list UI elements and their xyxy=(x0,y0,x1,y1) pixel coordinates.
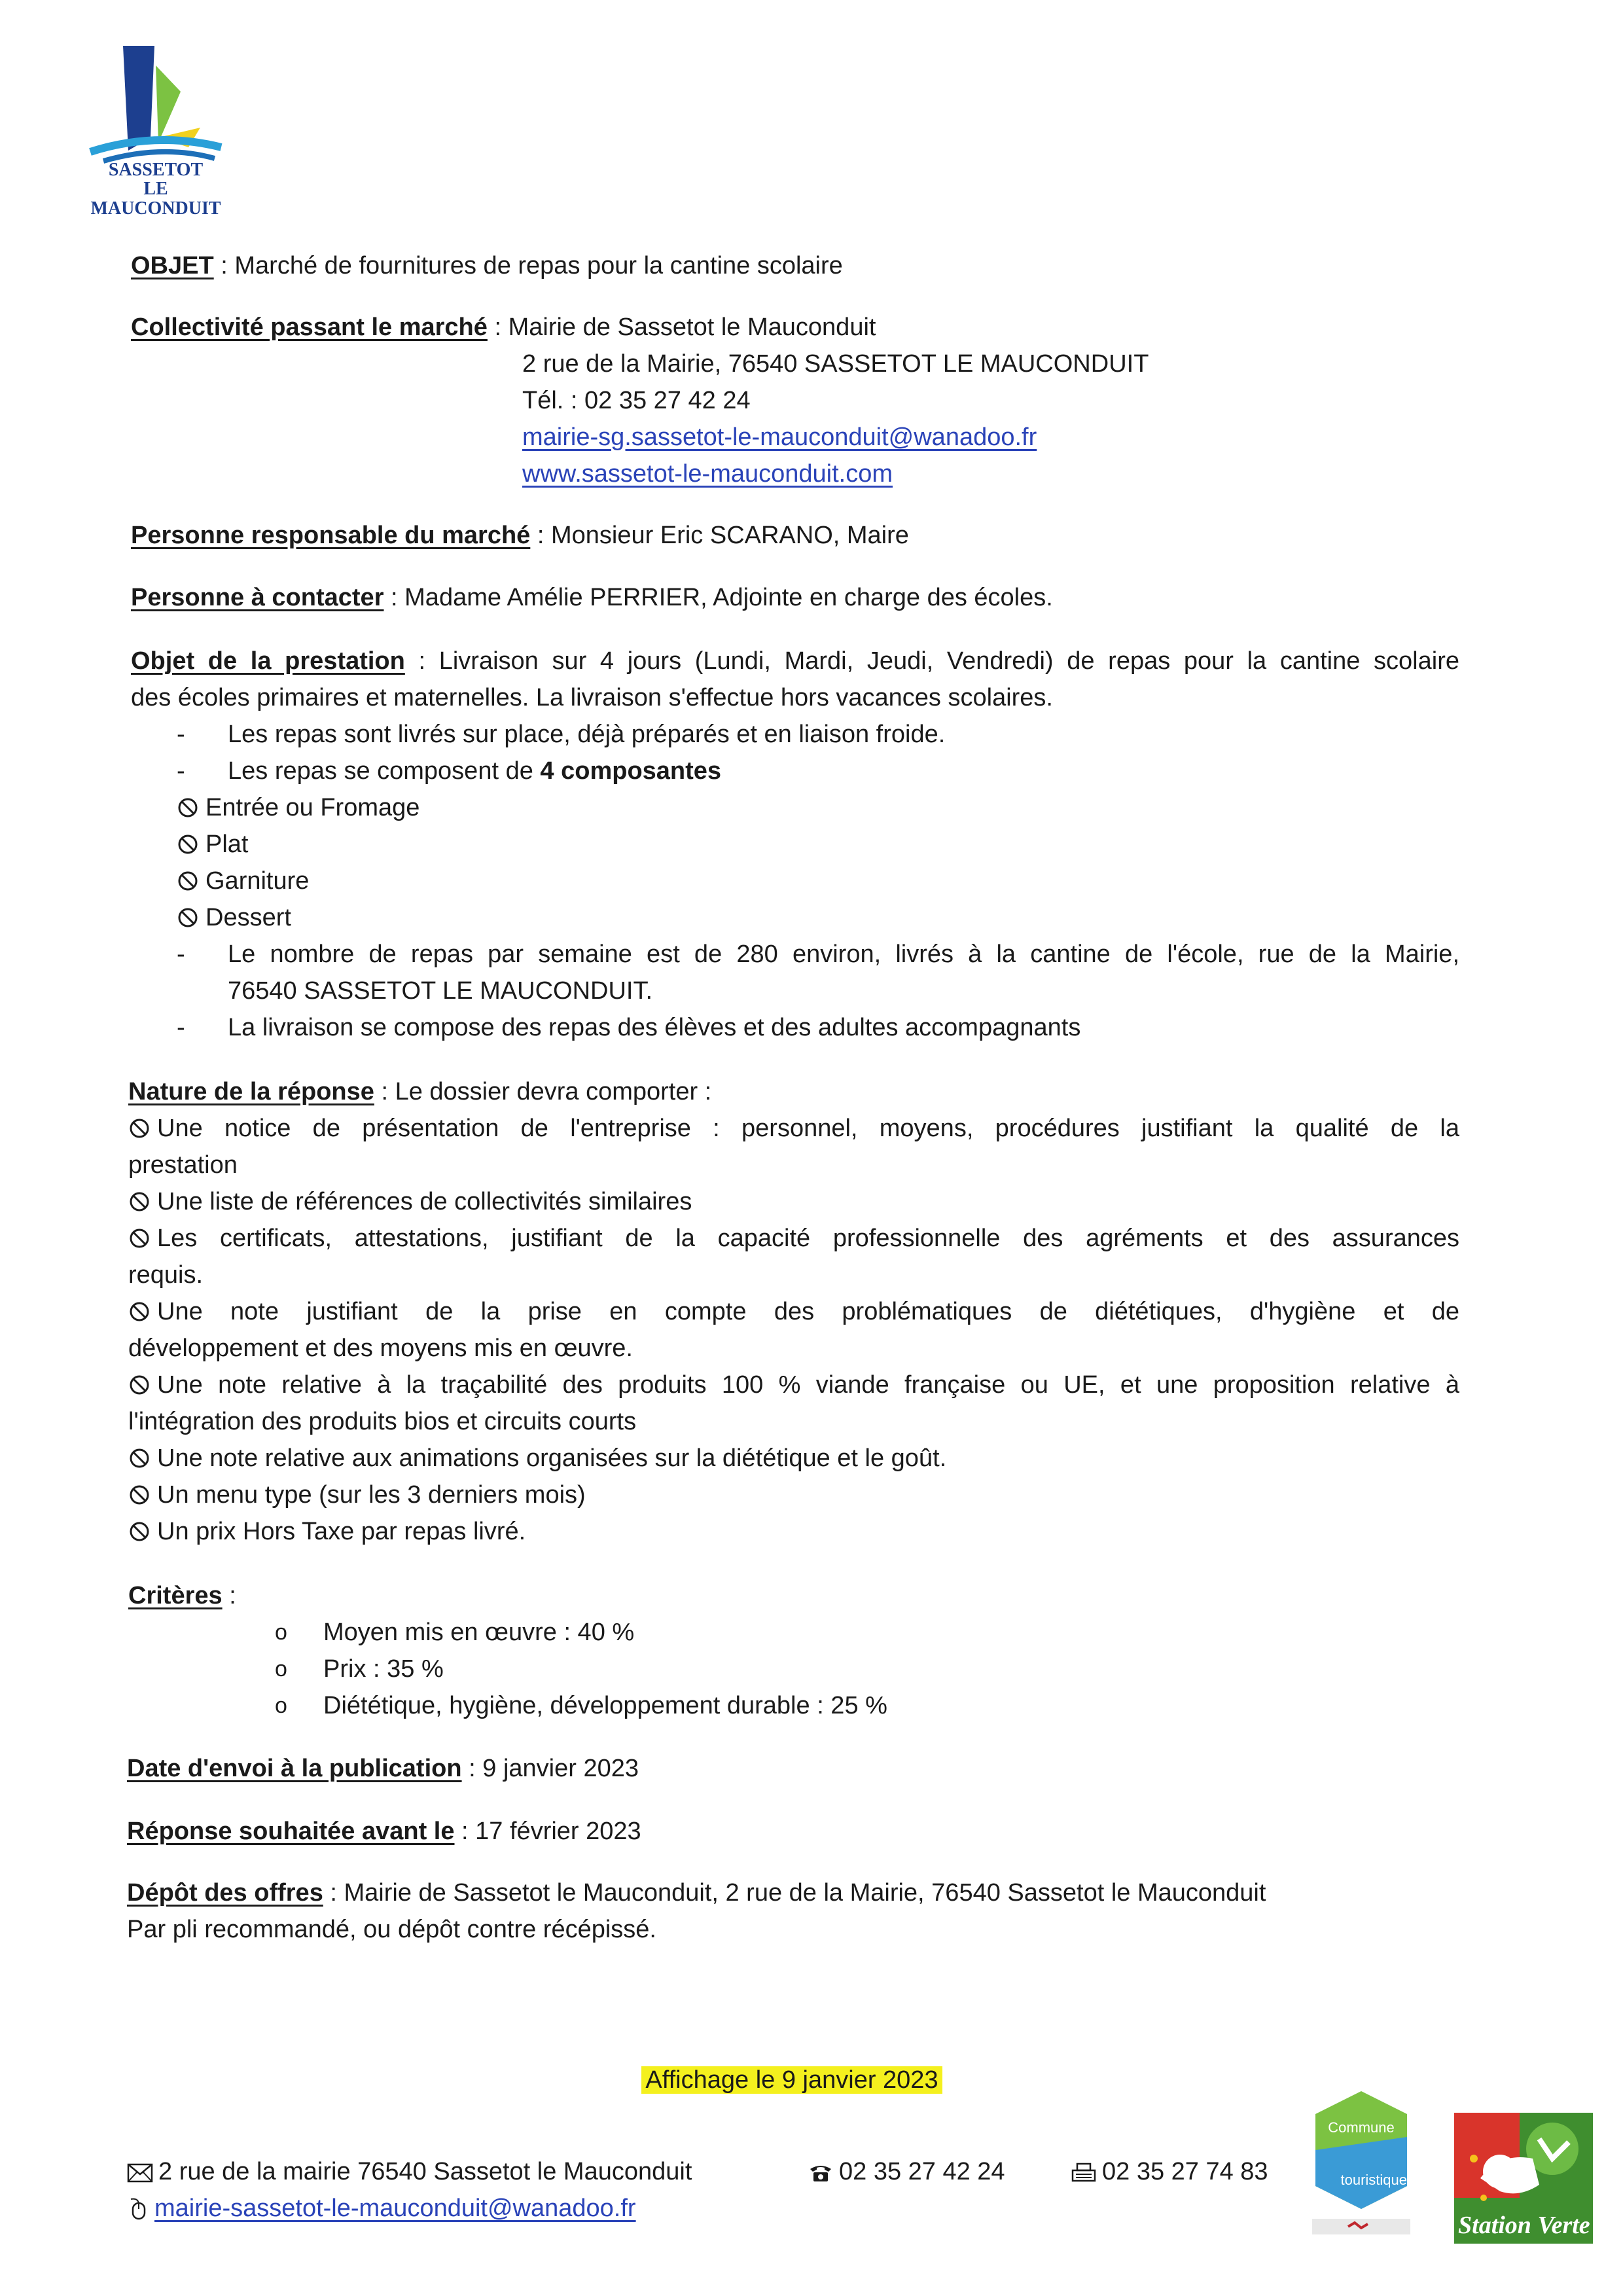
depot-label: Dépôt des offres xyxy=(127,1879,323,1907)
objet-label: OBJET xyxy=(131,252,214,279)
station-verte-text: Station Verte xyxy=(1458,2212,1590,2239)
footer-address xyxy=(127,2153,692,2190)
reponse-item-cont: l'intégration des produits bios et circuits courts xyxy=(128,1408,637,1435)
prestation-label: Objet de la prestation xyxy=(131,647,405,675)
footer-fax-text: 02 35 27 74 83 xyxy=(1102,2158,1268,2185)
criteres-item: Diététique, hygiène, développement durable : 25 % xyxy=(323,1692,887,1719)
logo-text-line2: LE MAUCONDUIT xyxy=(90,179,221,219)
criteres-bullet: o xyxy=(275,1693,287,1718)
dash-bullet: - xyxy=(177,1014,185,1041)
prestation-bullet2-bold: 4 composantes xyxy=(540,757,722,785)
contact-label: Personne à contacter xyxy=(131,584,384,611)
affichage-text: Affichage le 9 janvier 2023 xyxy=(641,2066,942,2094)
circle-slash-icon xyxy=(128,1520,151,1543)
footer-phone xyxy=(808,2153,1005,2190)
component-label: Dessert xyxy=(205,904,291,931)
reponse-item-text: Une liste de références de collectivités similaires xyxy=(157,1188,692,1215)
reponse-item-text: Une note relative aux animations organisées sur la diététique et le goût. xyxy=(157,1444,947,1472)
commune-touristique-logo-icon xyxy=(1302,2088,1420,2238)
reponse-item-text: Une note relative à la traçabilité des produits 100 % viande française ou UE, et une proposition relative à xyxy=(157,1371,1459,1399)
component-item xyxy=(177,826,248,863)
reponse-line xyxy=(128,1073,711,1110)
component-label: Entrée ou Fromage xyxy=(205,794,420,821)
criteres-item: Prix : 35 % xyxy=(323,1655,444,1683)
mouse-icon xyxy=(127,2197,149,2220)
logo-text-line1: SASSETOT xyxy=(108,160,204,180)
footer-phone-text: 02 35 27 42 24 xyxy=(839,2158,1005,2185)
criteres-item: Moyen mis en œuvre : 40 % xyxy=(323,1619,635,1646)
reponse-text: : Le dossier devra comporter : xyxy=(374,1078,712,1105)
circle-slash-icon xyxy=(128,1227,151,1249)
criteres-label: Critères xyxy=(128,1582,223,1609)
contact-text: : Madame Amélie PERRIER, Adjointe en charge des écoles. xyxy=(383,584,1053,611)
reponse-item-text: Les certificats, attestations, justifiant de la capacité professionnelle des agréments et des assurances xyxy=(157,1225,1459,1252)
reponse-item-cont: prestation xyxy=(128,1151,238,1179)
station-verte-badge xyxy=(1454,2113,1593,2244)
reponse-item-text: Un menu type (sur les 3 derniers mois) xyxy=(157,1481,586,1509)
circle-slash-icon xyxy=(128,1191,151,1213)
collectivite-tel: Tél. : 02 35 27 42 24 xyxy=(522,387,751,414)
component-item xyxy=(177,789,419,826)
dash-bullet: - xyxy=(177,941,185,968)
component-label: Plat xyxy=(205,831,249,858)
date-envoi-text: : 9 janvier 2023 xyxy=(461,1755,639,1782)
footer-fax xyxy=(1071,2153,1268,2190)
reponse-item-text: Une notice de présentation de l'entreprise : personnel, moyens, procédures justifiant la qualité de la xyxy=(157,1115,1459,1142)
prestation-line2: des écoles primaires et maternelles. La livraison s'effectue hors vacances scolaires. xyxy=(131,684,1053,711)
circle-slash-icon xyxy=(177,797,199,819)
footer-email xyxy=(127,2190,636,2227)
component-label: Garniture xyxy=(205,867,310,895)
circle-slash-icon xyxy=(128,1374,151,1396)
reponse-label: Nature de la réponse xyxy=(128,1078,374,1105)
reponse-item-text: Une note justifiant de la prise en compte des problématiques de diététiques, d'hygiène et de xyxy=(157,1298,1459,1325)
reponse-item xyxy=(128,1367,1459,1403)
date-reponse-label: Réponse souhaitée avant le xyxy=(127,1818,455,1845)
criteres-line xyxy=(128,1577,236,1614)
envelope-icon xyxy=(127,2162,153,2183)
component-item xyxy=(177,863,309,899)
collectivite-web-link[interactable]: www.sassetot-le-mauconduit.com xyxy=(522,460,893,488)
collectivite-line xyxy=(131,309,876,346)
criteres-bullet: o xyxy=(275,1620,287,1645)
collectivite-sep: : xyxy=(487,314,508,341)
reponse-item xyxy=(128,1477,586,1513)
circle-slash-icon xyxy=(128,1117,151,1139)
responsable-label: Personne responsable du marché xyxy=(131,522,531,549)
reponse-item xyxy=(128,1293,1459,1330)
prestation-bullet2-text: Les repas se composent de xyxy=(228,757,541,785)
reponse-item-cont: développement et des moyens mis en œuvre. xyxy=(128,1335,633,1362)
depot-line xyxy=(127,1874,1266,1911)
objet-text: : Marché de fournitures de repas pour la cantine scolaire xyxy=(213,252,843,279)
reponse-item-cont: requis. xyxy=(128,1261,204,1289)
collectivite-label: Collectivité passant le marché xyxy=(131,314,488,341)
date-reponse-line xyxy=(127,1813,641,1850)
contact-line xyxy=(131,579,1053,616)
prestation-bullet3-line1: Le nombre de repas par semaine est de 280 environ, livrés à la cantine de l'école, rue de la Mairie, xyxy=(228,941,1459,968)
circle-slash-icon xyxy=(177,833,199,855)
collectivite-email-link[interactable]: mairie-sg.sassetot-le-mauconduit@wanadoo.fr xyxy=(522,423,1037,451)
footer-email-link[interactable]: mairie-sassetot-le-mauconduit@wanadoo.fr xyxy=(154,2195,636,2222)
criteres-sep: : xyxy=(222,1582,236,1609)
reponse-item xyxy=(128,1183,692,1220)
reponse-item xyxy=(128,1110,1459,1147)
date-envoi-label: Date d'envoi à la publication xyxy=(127,1755,462,1782)
date-envoi-line xyxy=(127,1750,639,1787)
prestation-bullet1: Les repas sont livrés sur place, déjà préparés et en liaison froide. xyxy=(228,721,946,748)
circle-slash-icon xyxy=(128,1300,151,1323)
circle-slash-icon xyxy=(128,1447,151,1469)
collectivite-address: 2 rue de la Mairie, 76540 SASSETOT LE MAUCONDUIT xyxy=(522,350,1149,378)
responsable-line xyxy=(131,517,909,554)
criteres-bullet: o xyxy=(275,1657,287,1681)
prestation-bullet3-line2: 76540 SASSETOT LE MAUCONDUIT. xyxy=(228,977,653,1005)
commune-badge-line1: Commune xyxy=(1328,2119,1395,2136)
prestation-bullet2 xyxy=(228,753,721,789)
commune-touristique-badge xyxy=(1302,2088,1420,2238)
municipal-logo xyxy=(77,39,234,219)
responsable-text: : Monsieur Eric SCARANO, Maire xyxy=(530,522,909,549)
circle-slash-icon xyxy=(177,906,199,929)
footer-address-text: 2 rue de la mairie 76540 Sassetot le Mauconduit xyxy=(158,2158,692,2185)
reponse-item-text: Un prix Hors Taxe par repas livré. xyxy=(157,1518,526,1545)
reponse-item xyxy=(128,1220,1459,1257)
component-item xyxy=(177,899,291,936)
dash-bullet: - xyxy=(177,721,185,748)
circle-slash-icon xyxy=(128,1484,151,1506)
logo-emblem-icon xyxy=(77,39,234,164)
circle-slash-icon xyxy=(177,870,199,892)
reponse-item xyxy=(128,1440,946,1477)
objet-line xyxy=(131,247,843,284)
collectivite-name: Mairie de Sassetot le Mauconduit xyxy=(508,314,876,341)
depot-line2: Par pli recommandé, ou dépôt contre récépissé. xyxy=(127,1916,656,1943)
reponse-item xyxy=(128,1513,526,1550)
dash-bullet: - xyxy=(177,757,185,785)
prestation-line1-text: : Livraison sur 4 jours (Lundi, Mardi, Jeudi, Vendredi) de repas pour la cantine scolaire xyxy=(404,647,1459,675)
prestation-line1 xyxy=(131,643,1459,679)
date-reponse-text: : 17 février 2023 xyxy=(454,1818,641,1845)
telephone-icon xyxy=(808,2162,834,2183)
commune-badge-line2: touristique xyxy=(1340,2172,1407,2188)
fax-icon xyxy=(1071,2162,1097,2183)
depot-text: : Mairie de Sassetot le Mauconduit, 2 rue de la Mairie, 76540 Sassetot le Mauconduit xyxy=(323,1879,1266,1907)
prestation-bullet4: La livraison se compose des repas des élèves et des adultes accompagnants xyxy=(228,1014,1081,1041)
